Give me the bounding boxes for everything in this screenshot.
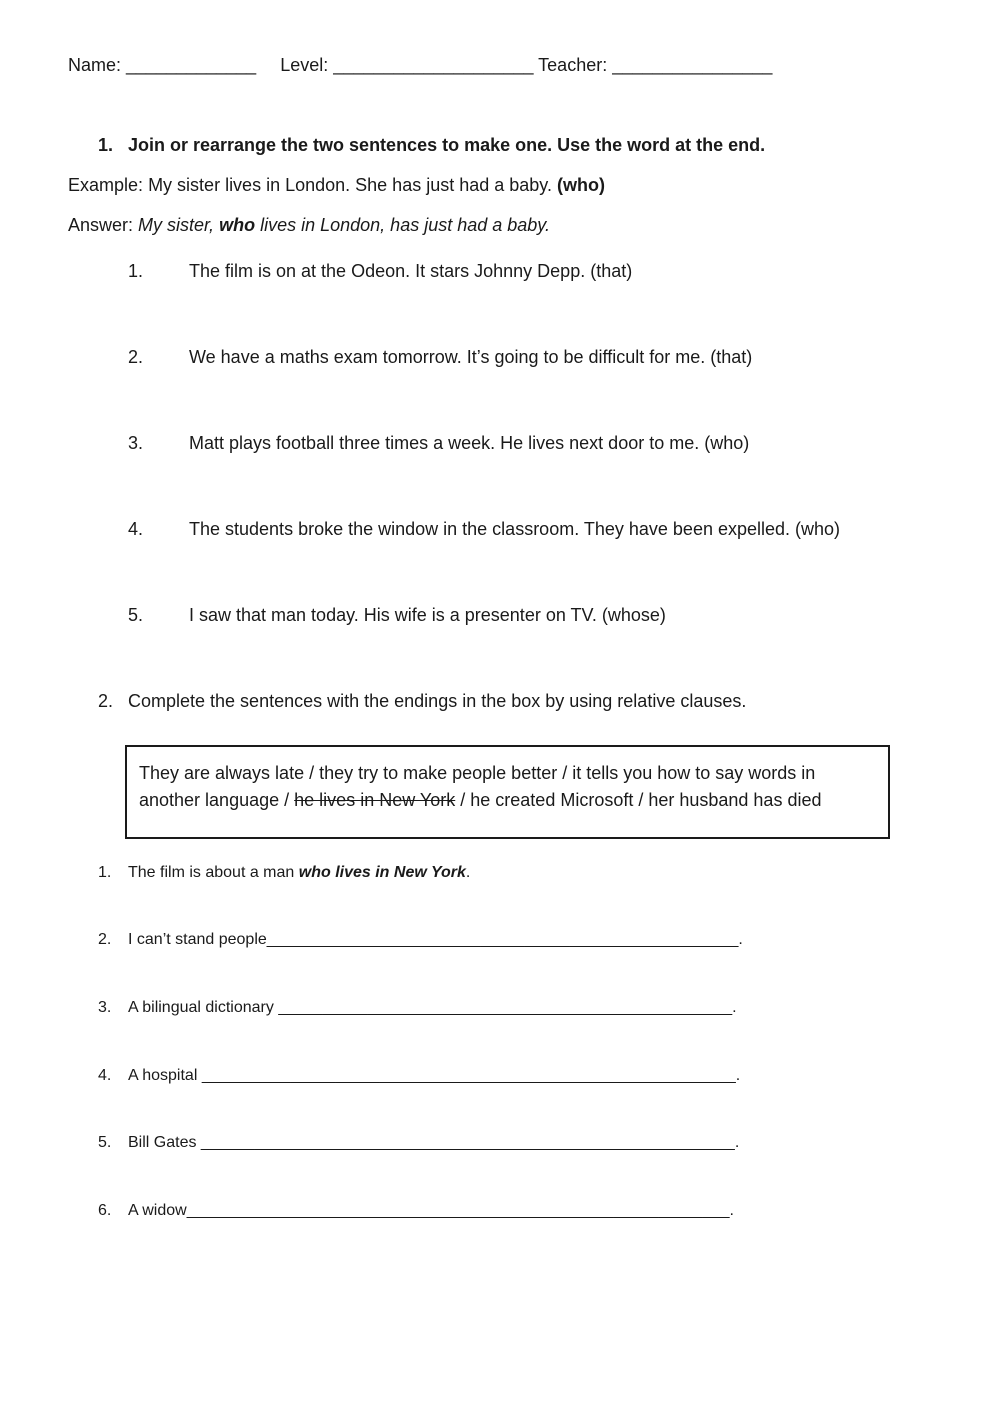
section1-instruction: Join or rearrange the two sentences to make one. Use the word at the end. bbox=[128, 135, 766, 155]
answer-part1: My sister, bbox=[138, 215, 215, 235]
section2-heading bbox=[98, 691, 746, 712]
section2-item bbox=[98, 931, 743, 949]
section1-item bbox=[128, 347, 752, 368]
section2-item bbox=[98, 1134, 739, 1152]
item-number: 5. bbox=[128, 605, 144, 625]
item-start: A bilingual dictionary bbox=[128, 999, 274, 1016]
section1-number: 1. bbox=[98, 135, 114, 155]
item-number: 5. bbox=[98, 1134, 112, 1151]
answer-part2: lives in London, has just had a baby. bbox=[260, 215, 550, 235]
word-box bbox=[125, 745, 890, 839]
item-start: A widow bbox=[128, 1202, 187, 1219]
item-text: I saw that man today. His wife is a presenter on TV. (whose) bbox=[189, 605, 666, 625]
item-number: 2. bbox=[98, 931, 112, 948]
teacher-field[interactable]: ________________ bbox=[612, 55, 773, 75]
example-text: My sister lives in London. She has just had a baby. bbox=[148, 175, 552, 195]
answer-blank[interactable]: ____________________________________________________________ bbox=[201, 1067, 736, 1084]
section2-item bbox=[98, 1202, 734, 1220]
teacher-label: Teacher: bbox=[538, 55, 608, 75]
name-field[interactable]: _____________ bbox=[126, 55, 257, 75]
item-number: 2. bbox=[128, 347, 144, 367]
item-number: 3. bbox=[128, 433, 144, 453]
section2-item bbox=[98, 864, 470, 882]
section1-heading bbox=[98, 135, 765, 156]
item-number: 1. bbox=[128, 261, 144, 281]
section1-item bbox=[128, 261, 632, 282]
answer-blank[interactable]: ____________________________________________________________ bbox=[200, 1134, 735, 1151]
section2-instruction: Complete the sentences with the endings in the box by using relative clauses. bbox=[128, 691, 747, 711]
item-start: Bill Gates bbox=[128, 1134, 197, 1151]
section2-item bbox=[98, 999, 737, 1017]
answer-label: Answer: bbox=[68, 215, 134, 235]
item-start: The film is about a man bbox=[128, 864, 295, 881]
example-label: Example: bbox=[68, 175, 144, 195]
section1-item bbox=[128, 519, 840, 540]
item-end: . bbox=[729, 1202, 734, 1219]
item-text: Matt plays football three times a week. He lives next door to me. (who) bbox=[189, 433, 750, 453]
item-number: 4. bbox=[128, 519, 144, 539]
item-number: 3. bbox=[98, 999, 112, 1016]
item-number: 4. bbox=[98, 1067, 112, 1084]
item-text: The film is on at the Odeon. It stars Johnny Depp. (that) bbox=[189, 261, 633, 281]
section2-item bbox=[98, 1067, 740, 1085]
answer-line bbox=[68, 215, 550, 236]
section1-item bbox=[128, 433, 749, 454]
item-end: . bbox=[734, 1134, 740, 1151]
answer-bold-word: who bbox=[219, 215, 256, 235]
item-start: I can’t stand people bbox=[128, 931, 267, 948]
item-answer: who lives in New York bbox=[298, 864, 466, 881]
level-label: Level: bbox=[280, 55, 329, 75]
box-struck-phrase: he lives in New York bbox=[294, 790, 456, 810]
item-number: 1. bbox=[98, 864, 112, 881]
header-line bbox=[68, 55, 772, 76]
item-end: . bbox=[732, 999, 737, 1016]
item-start: A hospital bbox=[128, 1067, 198, 1084]
box-text-b: / he created Microsoft / her husband has died bbox=[460, 790, 822, 810]
item-end: . bbox=[465, 864, 471, 881]
answer-blank[interactable]: _____________________________________________________ bbox=[266, 931, 739, 948]
item-end: . bbox=[735, 1067, 741, 1084]
level-field[interactable]: ____________________ bbox=[333, 55, 534, 75]
item-end: . bbox=[738, 931, 743, 948]
item-text: We have a maths exam tomorrow. It’s going to be difficult for me. (that) bbox=[189, 347, 753, 367]
example-line bbox=[68, 175, 605, 196]
box-text-a: another language / bbox=[139, 790, 290, 810]
name-label: Name: bbox=[68, 55, 122, 75]
word-box-line1: They are always late / they try to make people better / it tells you how to say words in bbox=[139, 763, 816, 783]
example-word: (who) bbox=[556, 175, 605, 195]
section2-number: 2. bbox=[98, 691, 114, 711]
item-number: 6. bbox=[98, 1202, 112, 1219]
answer-blank[interactable]: ___________________________________________________ bbox=[278, 999, 733, 1016]
item-text: The students broke the window in the classroom. They have been expelled. (who) bbox=[189, 519, 841, 539]
word-box-line2 bbox=[139, 790, 821, 811]
answer-blank[interactable]: _____________________________________________________________ bbox=[186, 1202, 730, 1219]
section1-item bbox=[128, 605, 666, 626]
